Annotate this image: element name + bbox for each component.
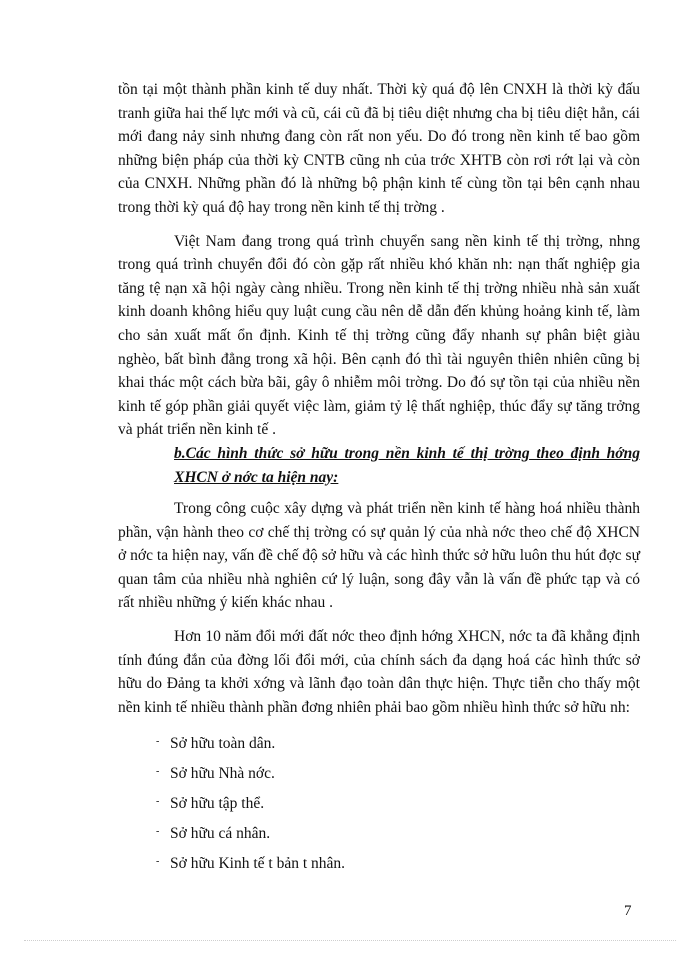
bullet-marker: - <box>156 826 160 838</box>
ownership-forms-list <box>118 729 640 879</box>
list-item <box>118 729 640 759</box>
paragraph-3: Trong công cuộc xây dựng và phát triển nền kinh tế hàng hoá nhiều thành phần, vận hành theo cơ chế thị trờng có sự quản lý của nhà nớc theo chế độ XHCN ở nớc ta hiện nay, vấn đề chế độ sở hữu và các hình thức sở hữu luôn thu hút đợc sự quan tâm của nhiều nhà nghiên cứ lý luận, song đây vẫn là vấn đề phức tạp và có rất nhiều những ý kiến khác nhau . <box>118 500 640 612</box>
list-item-text: Sở hữu Kinh tế t bản t nhân. <box>170 855 346 873</box>
list-item <box>118 819 640 849</box>
page-bottom-divider <box>24 940 676 941</box>
list-item-text: Sở hữu tập thể. <box>170 795 265 813</box>
paragraph-1: tồn tại một thành phần kinh tế duy nhất. Thời kỳ quá độ lên CNXH là thời kỳ đấu tranh giữa hai thế lực mới và cũ, cái cũ đã bị tiêu diệt nhưng cha bị tiêu diệt hẳn, cái mới đang nảy sinh nhưng đang còn rất non yếu. Do đó trong nền kinh tế bao gồm những biện pháp của thời kỳ CNTB cũng nh của trớc XHTB còn rơi rớt lại và còn của CNXH. Những phần đó là những bộ phận kinh tế cùng tồn tại bên cạnh nhau trong thời kỳ quá độ hay trong nền kinh tế thị trờng . <box>118 81 640 216</box>
bullet-marker: - <box>156 766 160 778</box>
document-body <box>118 78 640 879</box>
list-item <box>118 849 640 879</box>
bullet-marker: - <box>156 856 160 868</box>
section-heading: b.Các hình thức sở hữu trong nền kinh tế thị trờng theo định hớng XHCN ở nớc ta hiện nay: <box>174 444 640 486</box>
page-number: 7 <box>624 903 632 919</box>
list-item-text: Sở hữu Nhà nớc. <box>170 765 275 783</box>
list-item-text: Sở hữu toàn dân. <box>170 735 276 753</box>
list-item <box>118 759 640 789</box>
bullet-marker: - <box>156 736 160 748</box>
list-item <box>118 789 640 819</box>
list-item-text: Sở hữu cá nhân. <box>170 825 271 843</box>
paragraph-2: Việt Nam đang trong quá trình chuyển sang nền kinh tế thị trờng, nhng trong quá trình chuyển đổi đó còn gặp rất nhiều khó khăn nh: nạn thất nghiệp gia tăng tệ nạn xã hội ngày càng nhiều. Trong nền kinh tế thị trờng nhiều nhà sản xuất kinh doanh không hiểu quy luật cung cầu nên dễ dẫn đến khủng hoảng kinh tế, làm cho sản xuất mất ổn định. Kinh tế thị trờng cũng đẩy nhanh sự phân biệt giàu nghèo, bất bình đẳng trong xã hội. Bên cạnh đó thì tài nguyên thiên nhiên cũng bị khai thác một cách bừa bãi, gây ô nhiễm môi trờng. Do đó sự tồn tại của nhiều nền kinh tế góp phần giải quyết việc làm, giảm tỷ lệ thất nghiệp, thúc đẩy sự tăng trởng và phát triển nền kinh tế . <box>118 232 640 439</box>
bullet-marker: - <box>156 796 160 808</box>
paragraph-4: Hơn 10 năm đổi mới đất nớc theo định hớng XHCN, nớc ta đã khẳng định tính đúng đắn của đờng lối đổi mới, của chính sách đa dạng hoá các hình thức sở hữu do Đảng ta khởi xớng và lãnh đạo toàn dân thực hiện. Thực tiễn cho thấy một nền kinh tế nhiều thành phần đơng nhiên phải bao gồm nhiều hình thức sở hữu nh: <box>118 628 640 716</box>
